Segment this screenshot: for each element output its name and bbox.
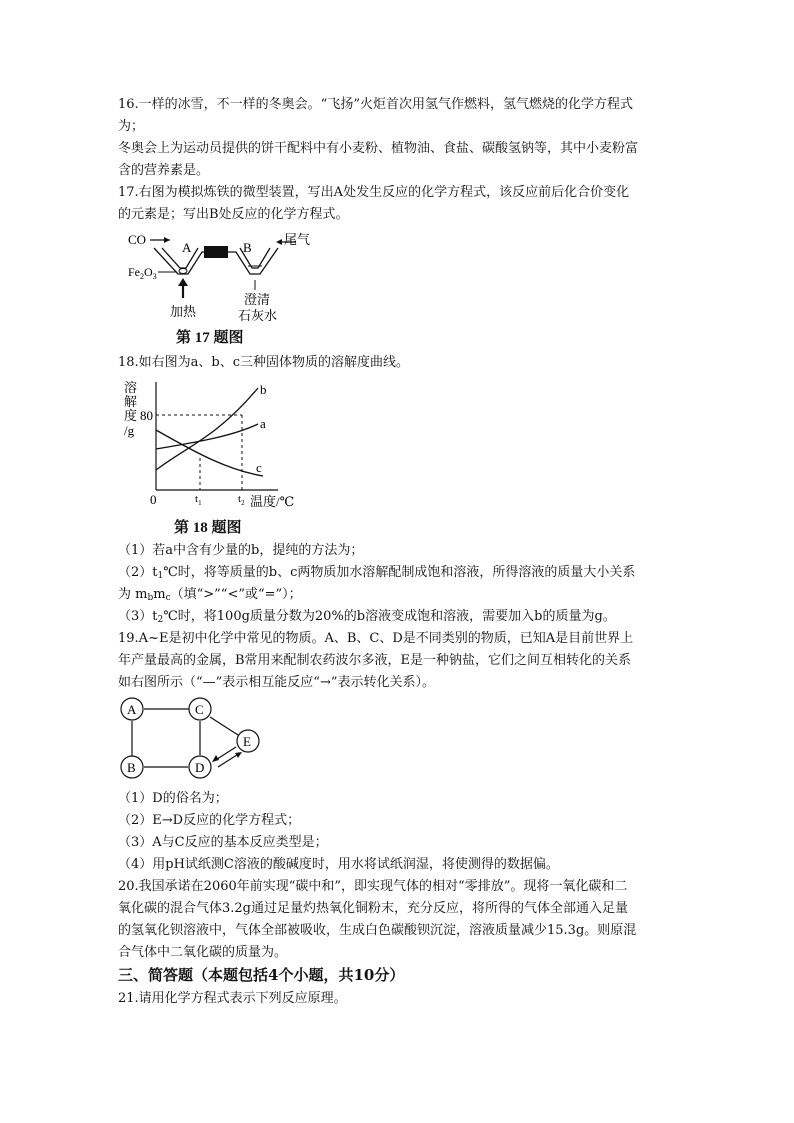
- q18-caption: 第 18 题图: [174, 520, 242, 536]
- origin-label: 0: [150, 492, 157, 507]
- y-label-4: /g: [124, 423, 135, 438]
- q19-sub2: （2）E→D反应的化学方程式；: [118, 813, 301, 828]
- curve-c: [156, 430, 263, 476]
- node-e: E: [243, 734, 251, 749]
- node-d: D: [195, 760, 205, 775]
- fe2o3-label: $Fe_2O_3$: [128, 265, 157, 281]
- limewater-label-1: 澄清: [244, 292, 271, 307]
- q18-intro: 18.如右图为a、b、c三种固体物质的溶解度曲线。: [118, 355, 410, 370]
- q18-sub2-line2: 为 $m_bm_c$（填“>”“<”或“=”）；: [118, 587, 302, 603]
- q17-line1: 17.右图为模拟炼铁的微型装置，写出A处发生反应的化学方程式，该反应前后化合价变化: [118, 185, 630, 200]
- curve-b-label: b: [260, 382, 267, 397]
- q20-line1: 20.我国承诺在2060年前实现“碳中和”，即实现气体的相对“零排放”。现将一氧化碳和二: [118, 879, 628, 894]
- heat-arrow-icon: [178, 278, 188, 286]
- t2-label: $t_2$: [238, 493, 245, 507]
- q17-line2: 的元素是；写出B处反应的化学方程式。: [118, 207, 349, 222]
- q17-caption: 第 17 题图: [176, 330, 244, 346]
- exhaust-label: 尾气: [284, 232, 311, 247]
- fe2o3-sample: [179, 269, 187, 274]
- y-label-3: 度: [124, 408, 138, 423]
- point-a-label: A: [182, 240, 192, 255]
- co-label: CO: [128, 232, 147, 247]
- q19-sub1: （1）D的俗名为；: [118, 791, 228, 806]
- q16-line2: 为；: [118, 119, 145, 134]
- y-label-1: 溶: [124, 380, 138, 395]
- q16-line3: 冬奥会上为运动员提供的饼干配料中有小麦粉、植物油、食盐、碳酸氢钠等，其中小麦粉富: [118, 141, 639, 156]
- curve-c-label: c: [256, 460, 262, 475]
- q16-line4: 含的营养素是。: [118, 163, 210, 178]
- t1-label: $t_1$: [195, 493, 202, 507]
- y-tick-80: 80: [140, 408, 153, 423]
- q20-line3: 的氢氧化钡溶液中，气体全部被吸收，生成白色碳酸钡沉淀，溶液质量减少15.3g。则原混: [118, 923, 637, 938]
- section-3-heading: 三、简答题（本题包括4个小题，共10分）: [118, 966, 405, 984]
- y-label-2: 解: [124, 394, 138, 409]
- q19-line2: 年产量最高的金属，B常用来配制农药波尔多液，E是一种钠盐，它们之间互相转化的关系: [118, 653, 632, 668]
- q18-sub1: （1）若a中含有少量的b，提纯的方法为；: [118, 543, 364, 558]
- node-b: B: [127, 760, 136, 775]
- q20-line2: 氧化碳的混合气体3.2g通过足量灼热氧化铜粉末，充分反应，将所得的气体全部通入足量: [118, 901, 628, 916]
- q19-line3: 如右图所示（“—”表示相互能反应“→”表示转化关系）。: [118, 675, 435, 690]
- heat-label: 加热: [170, 304, 197, 319]
- q19-relation-diagram: [118, 695, 268, 785]
- q21-line1: 21.请用化学方程式表示下列反应原理。: [118, 991, 347, 1006]
- node-a: A: [127, 702, 137, 717]
- e-to-d-arrow-icon: [212, 755, 219, 762]
- q17-apparatus-diagram: [118, 228, 318, 324]
- point-b-label: B: [243, 240, 252, 255]
- q20-line4: 合气体中二氧化碳的质量为。: [118, 945, 288, 960]
- connector: [204, 246, 228, 258]
- q19-line1: 19.A~E是初中化学中常见的物质。A、B、C、D是不同类别的物质，已知A是目前世界上: [118, 631, 634, 646]
- q18-sub2-line1: $(2)t_1℃$时，将等质量的b、c两物质加水溶解配制成饱和溶液，所得溶液的质量大小关系: [118, 565, 636, 581]
- tube-a-inner: [162, 248, 198, 268]
- tube-b-outer: [226, 248, 278, 274]
- limewater-label-2: 石灰水: [238, 308, 278, 323]
- curve-a-label: a: [260, 416, 266, 431]
- q18-sub3: $(3)t_2℃$时，将100g质量分数为20%的b溶液变成饱和溶液，需要加入b的质量为g。: [118, 609, 616, 625]
- q19-sub4: （4）用pH试纸测C溶液的酸碱度时，用水将试纸润湿，将使测得的数据偏。: [118, 857, 559, 872]
- q16-line1: 16.一样的冰雪，不一样的冬奥会。“飞扬”火炬首次用氢气作燃料，氢气燃烧的化学方程式: [118, 97, 633, 112]
- q19-sub3: （3）A与C反应的基本反应类型是；: [118, 835, 328, 850]
- solubility-curve-chart: [118, 378, 308, 516]
- node-c: C: [195, 702, 204, 717]
- x-axis-label: 温度/℃: [250, 494, 295, 509]
